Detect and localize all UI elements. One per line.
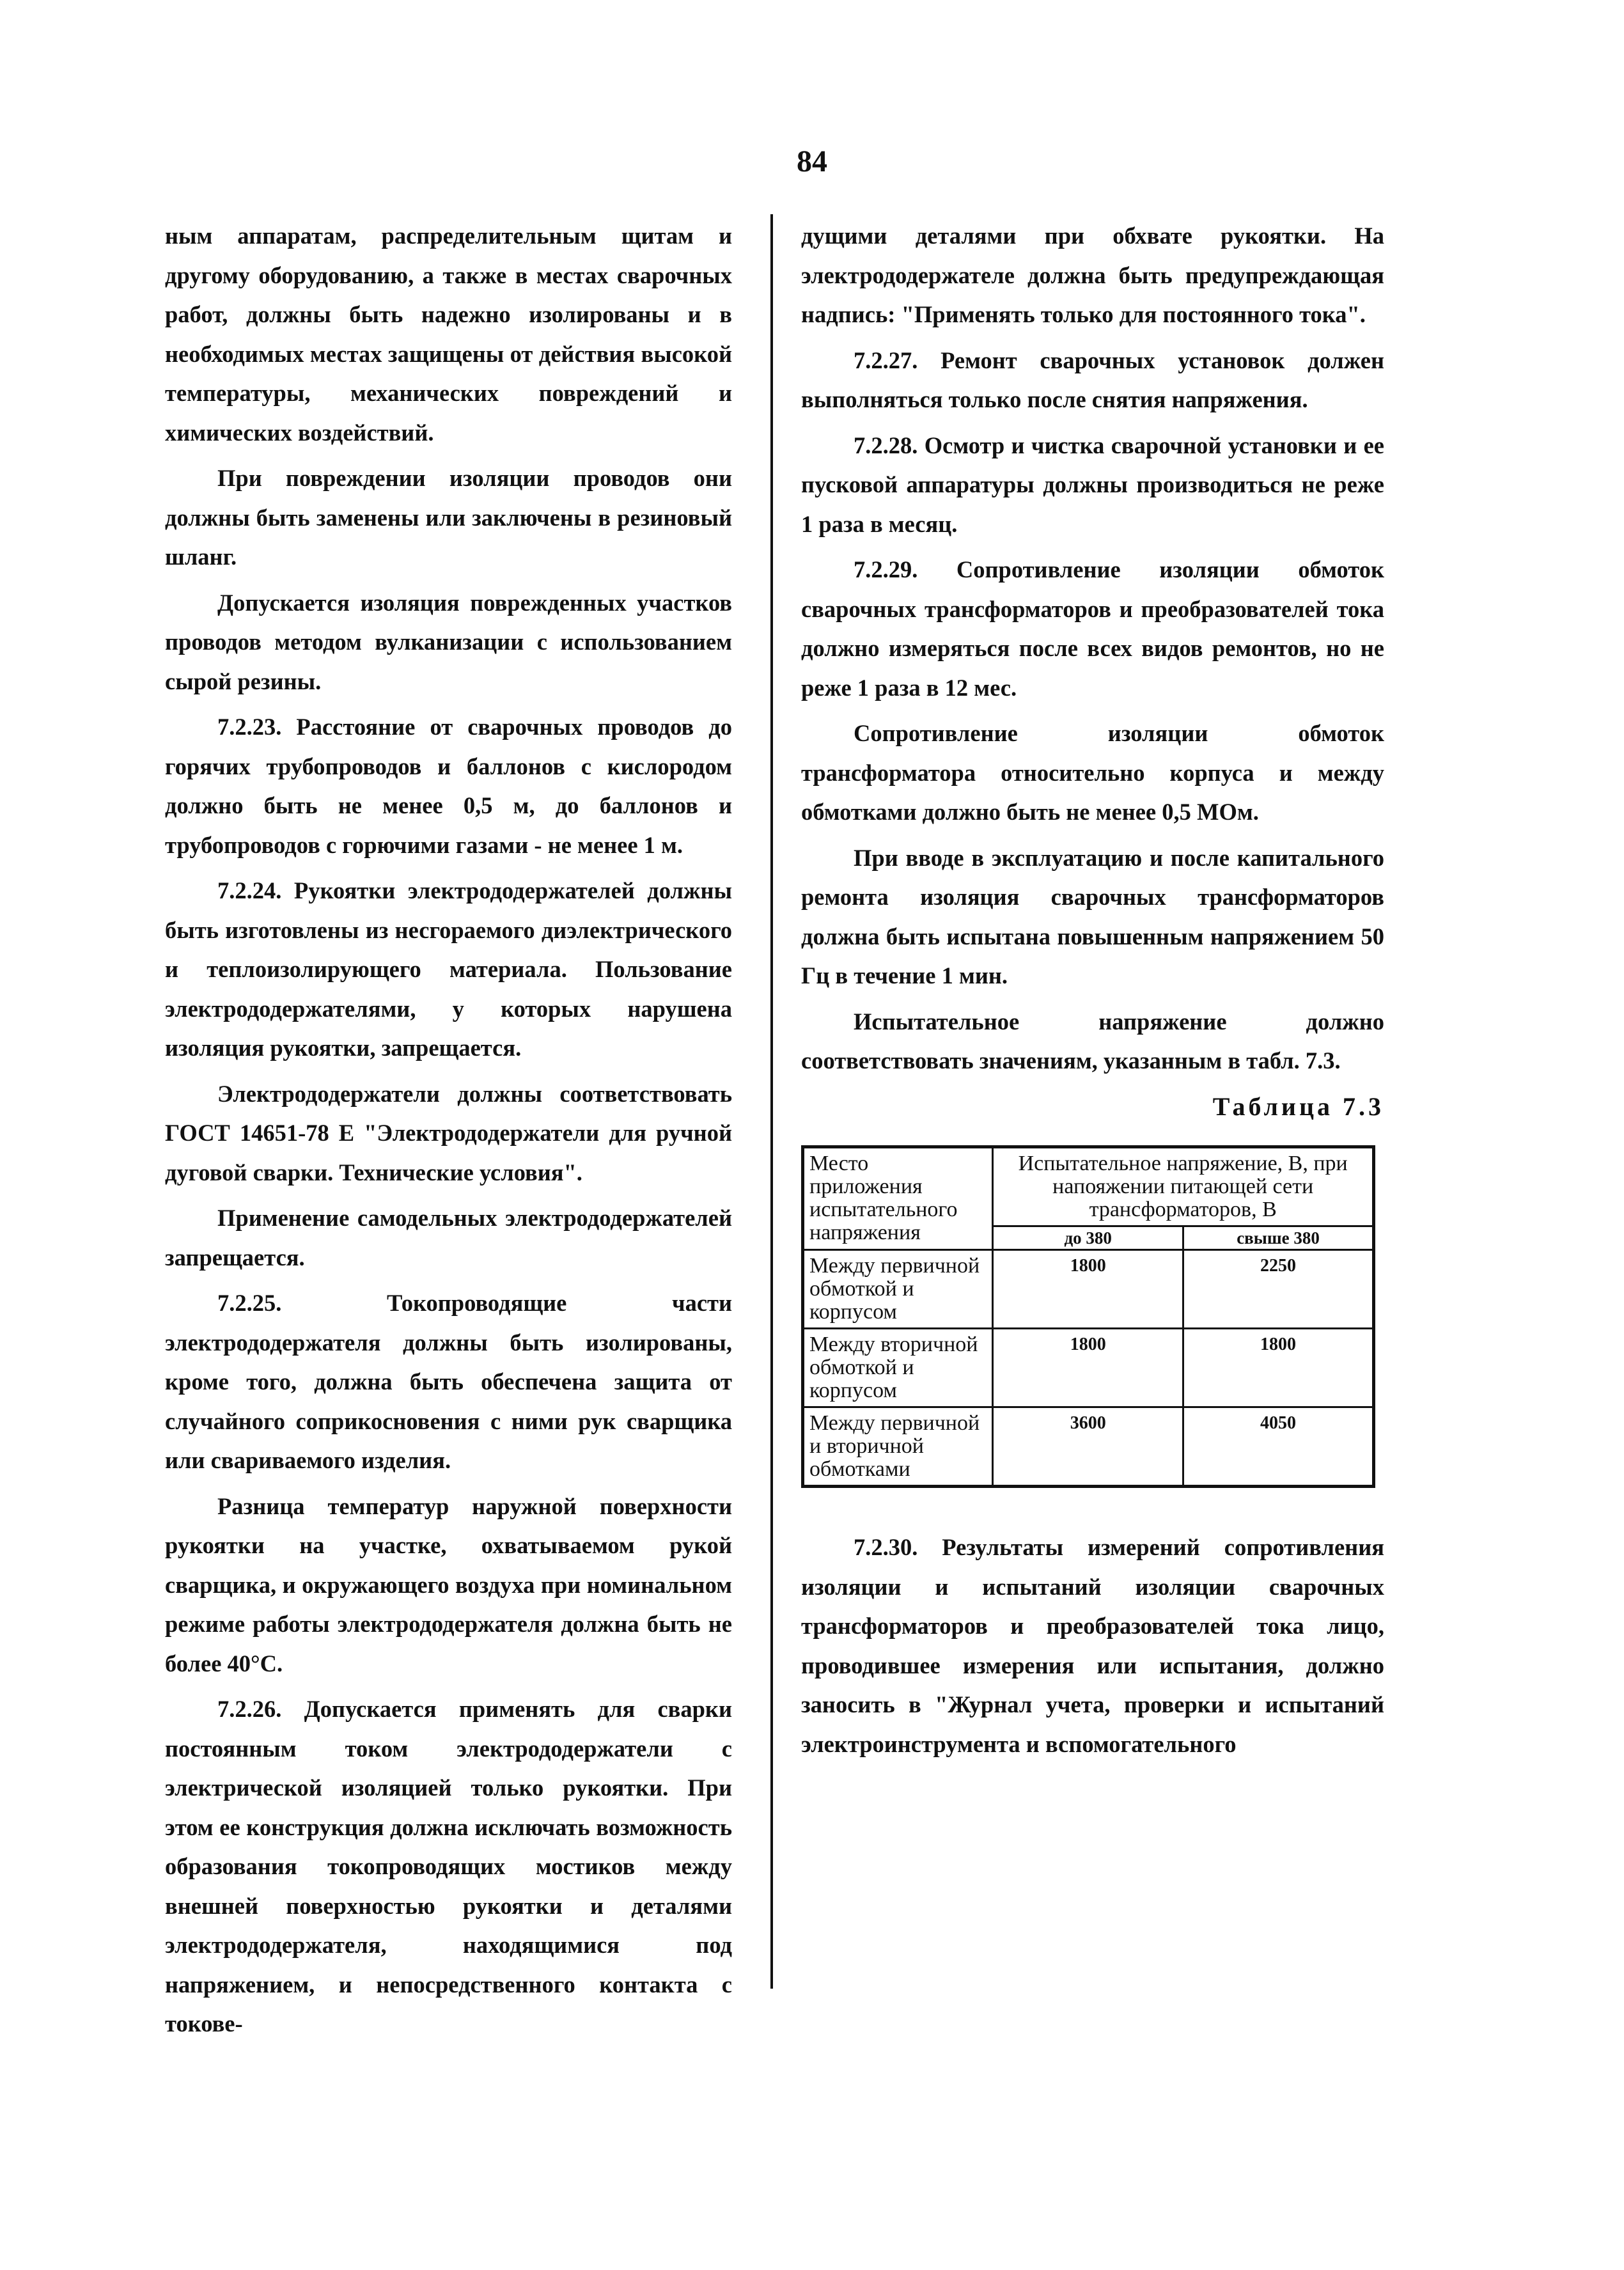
- place-cell: Между первичной обмоткой и корпусом: [803, 1250, 993, 1329]
- value-cell: 1800: [1183, 1329, 1374, 1407]
- value-cell: 1800: [993, 1329, 1183, 1407]
- paragraph: 7.2.25. Токопроводящие части электрододержателя должны быть изолированы, кроме того, должна быть обеспечена защита от случайного соприкосновения с ними рук сварщика или свариваемого изделия.: [165, 1290, 732, 1473]
- paragraph: ным аппаратам, распределительным щитам и другому оборудованию, а также в местах сварочных работ, должны быть надежно изолированы и в необходимых местах защищены от действия высокой температуры, механических повреждений и химических воздействий.: [165, 223, 732, 446]
- paragraph: 7.2.28. Осмотр и чистка сварочной установки и ее пусковой аппаратуры должны производиться не реже 1 раза в месяц.: [801, 432, 1384, 537]
- paragraph: Испытательное напряжение должно соответствовать значениям, указанным в табл. 7.3.: [801, 1008, 1384, 1074]
- paragraph: 7.2.24. Рукоятки электрододержателей должны быть изготовлены из несгораемого диэлектрического и теплоизолирующего материала. Пользование электрододержателями, у которых нарушена изоляция рукоятки, запрещается.: [165, 877, 732, 1061]
- left-column: [165, 216, 732, 2050]
- place-cell: Между вторичной обмоткой и корпусом: [803, 1329, 993, 1407]
- header-place-cell: Место приложения испытательного напряжения: [803, 1147, 993, 1250]
- paragraph: При повреждении изоляции проводов они должны быть заменены или заключены в резиновый шланг.: [165, 465, 732, 570]
- value-cell: 3600: [993, 1407, 1183, 1487]
- paragraph: 7.2.26. Допускается применять для сварки постоянным током электрододержатели с электрической изоляцией только рукоятки. При этом ее конструкция должна исключать возможность образования токопроводящих мостиков между внешней поверхностью рукоятки и деталями электрододержателя, находящимися под напряжением, и непосредственного контакта с токове-: [165, 1696, 732, 2037]
- place-cell: Между первичной и вторичной обмотками: [803, 1407, 993, 1487]
- page-number: 84: [797, 145, 827, 178]
- paragraph: Применение самодельных электрододержателей запрещается.: [165, 1205, 732, 1271]
- voltage-table: [801, 1145, 1375, 1488]
- paragraph: Электрододержатели должны соответствовать ГОСТ 14651-78 Е "Электрододержатели для ручной дуговой сварки. Технические условия".: [165, 1080, 732, 1186]
- table-header-row: [803, 1147, 1374, 1226]
- subheader-cell: до 380: [993, 1226, 1183, 1250]
- value-cell: 4050: [1183, 1407, 1374, 1487]
- paragraph: Допускается изоляция поврежденных участков проводов методом вулканизации с использованием сырой резины.: [165, 589, 732, 694]
- paragraph: 7.2.27. Ремонт сварочных установок должен выполняться только после снятия напряжения.: [801, 347, 1384, 412]
- header-voltage-cell: Испытательное напряжение, В, при напояжении питающей сети трансформаторов, В: [993, 1147, 1374, 1226]
- table-row: [803, 1329, 1374, 1407]
- paragraph: Разница температур наружной поверхности рукоятки на участке, охватываемом рукой сварщика, и окружающего воздуха при номинальном режиме работы электрододержателя должна быть не более 40°С.: [165, 1492, 732, 1677]
- table-row: [803, 1407, 1374, 1487]
- paragraph: При вводе в эксплуатацию и после капитального ремонта изоляция сварочных трансформаторов должна быть испытана повышенным напряжением 50 Гц в течение 1 мин.: [801, 844, 1384, 989]
- column-divider: [770, 214, 773, 1989]
- subheader-cell: свыше 380: [1183, 1226, 1374, 1250]
- paragraph: 7.2.30. Результаты измерений сопротивления изоляции и испытаний изоляции сварочных трансформаторов и преобразователей тока лицо, проводившее измерения или испытания, должно заносить в "Журнал учета, проверки и испытаний электроинструмента и вспомогательного: [801, 1534, 1384, 1757]
- paragraph: 7.2.29. Сопротивление изоляции обмоток сварочных трансформаторов и преобразователей тока должно измеряться после всех видов ремонтов, но не реже 1 раза в 12 мес.: [801, 556, 1384, 701]
- paragraph: дущими деталями при обхвате рукоятки. На электрододержателе должна быть предупреждающая надпись: "Применять только для постоянного тока".: [801, 223, 1384, 327]
- table-caption: Таблица 7.3: [1212, 1092, 1384, 1121]
- paragraph: Сопротивление изоляции обмоток трансформатора относительно корпуса и между обмотками должно быть не менее 0,5 МОм.: [801, 720, 1384, 825]
- value-cell: 2250: [1183, 1250, 1374, 1329]
- paragraph: 7.2.23. Расстояние от сварочных проводов до горячих трубопроводов и баллонов с кислородом должно быть не менее 0,5 м, до баллонов и трубопроводов с горючими газами - не менее 1 м.: [165, 714, 732, 858]
- table-row: [803, 1250, 1374, 1329]
- value-cell: 1800: [993, 1250, 1183, 1329]
- right-column: [801, 216, 1384, 1770]
